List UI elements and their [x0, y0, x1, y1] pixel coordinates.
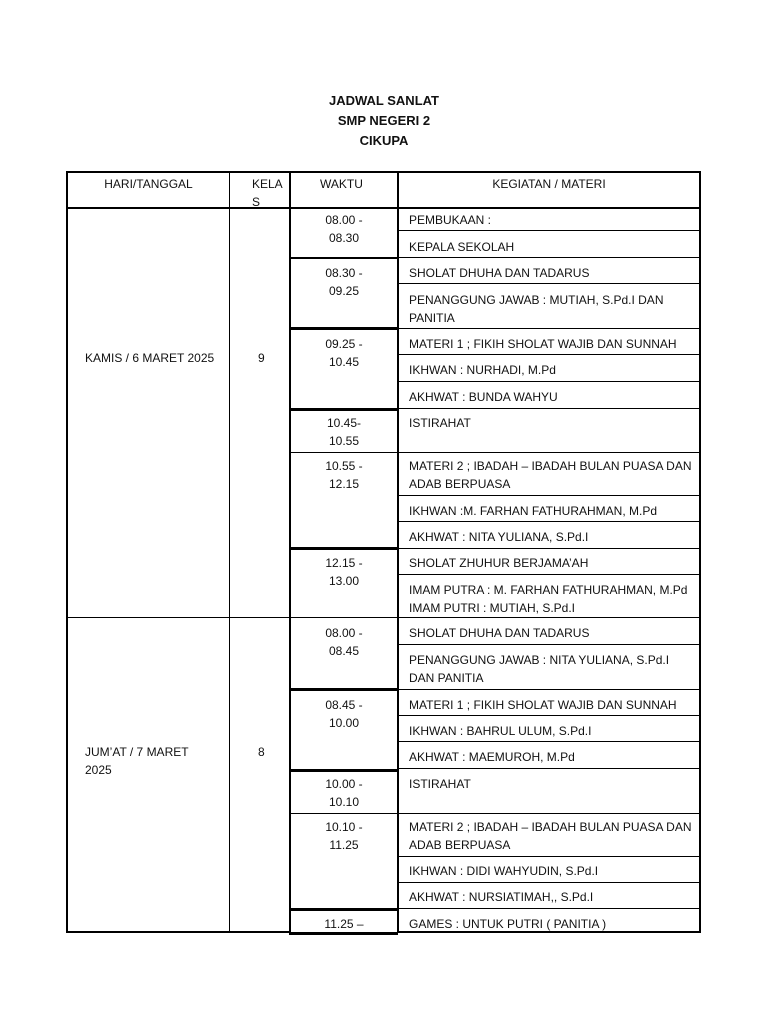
slot-sep [290, 452, 398, 453]
row-sep [397, 354, 701, 355]
activity-text: AKHWAT : NURSIATIMAH,, S.Pd.I [409, 890, 594, 904]
document-title-line1: JADWAL SANLAT [328, 93, 440, 108]
row-sep [397, 283, 701, 284]
slot-waktu: 10.55 - 12.15 [325, 459, 363, 491]
activity-text: IKHWAN : BAHRUL ULUM, S.Pd.I [409, 724, 592, 738]
col-divider-3 [397, 171, 399, 933]
row-sep [397, 230, 701, 231]
slot-sep [290, 408, 398, 411]
activity-text: AKHWAT : NITA YULIANA, S.Pd.I [409, 530, 589, 544]
activity-text: SHOLAT DHUHA DAN TADARUS [409, 266, 590, 280]
day-kelas: 9 [258, 351, 265, 365]
col-divider-1 [229, 171, 230, 931]
header-kegiatan: KEGIATAN / MATERI [492, 177, 606, 191]
slot-sep [290, 769, 398, 772]
activity-text: SHOLAT DHUHA DAN TADARUS [409, 626, 590, 640]
row-sep [397, 328, 701, 329]
activity-text: PENANGGUNG JAWAB : MUTIAH, S.Pd.I DAN PANITIA [409, 293, 664, 325]
activity-text: ISTIRAHAT [409, 416, 471, 430]
row-sep [397, 856, 701, 857]
table-border-right [699, 171, 701, 933]
row-sep [397, 521, 701, 522]
row-sep [397, 882, 701, 883]
slot-waktu: 08.00 - 08.30 [325, 213, 363, 245]
activity-text: ISTIRAHAT [409, 777, 471, 791]
header-divider [66, 207, 701, 209]
table-border-bottom [66, 931, 289, 933]
activity-text: IKHWAN :M. FARHAN FATHURAHMAN, M.Pd [409, 504, 658, 518]
slot-waktu: 08.30 - 09.25 [325, 266, 363, 298]
row-sep [397, 574, 701, 575]
activity-text: MATERI 2 ; IBADAH – IBADAH BULAN PUASA DAN ADAB BERPUASA [409, 820, 692, 852]
activity-text: PEMBUKAAN : [409, 213, 492, 227]
slot-sep [290, 547, 398, 550]
row-sep [397, 495, 701, 496]
row-sep [397, 813, 701, 814]
row-sep [397, 381, 701, 382]
row-sep [397, 908, 701, 909]
header-hari: HARI/TANGGAL [104, 177, 193, 191]
activity-text: IKHWAN : NURHADI, M.Pd [409, 363, 556, 377]
activity-text: AKHWAT : MAEMUROH, M.Pd [409, 750, 575, 764]
day-kelas: 8 [258, 745, 265, 759]
col-divider-2 [289, 171, 291, 935]
activity-text: KEPALA SEKOLAH [409, 240, 515, 254]
day-separator [66, 617, 701, 618]
row-sep [397, 452, 701, 453]
slot-sep [290, 688, 398, 691]
slot-sep [290, 813, 398, 814]
activity-text: GAMES : UNTUK PUTRI ( PANITIA ) [409, 917, 607, 931]
day-hari: KAMIS / 6 MARET 2025 [85, 351, 215, 365]
header-waktu: WAKTU [320, 177, 363, 191]
table-border-left [66, 171, 68, 933]
row-sep [397, 644, 701, 645]
activity-text: MATERI 2 ; IBADAH – IBADAH BULAN PUASA DAN ADAB BERPUASA [409, 459, 692, 491]
table-border-top [66, 171, 701, 173]
day-hari: JUM’AT / 7 MARET 2025 [85, 745, 189, 777]
activity-text: MATERI 1 ; FIKIH SHOLAT WAJIB DAN SUNNAH [409, 698, 677, 712]
row-sep [397, 715, 701, 716]
row-sep [397, 689, 701, 690]
slot-waktu: 11.25 – [324, 917, 364, 931]
slot-sep [290, 327, 398, 330]
row-sep [397, 257, 701, 258]
activity-text: SHOLAT ZHUHUR BERJAMA’AH [409, 556, 589, 570]
slot-waktu: 10.00 - 10.10 [325, 777, 363, 809]
activity-text: IMAM PUTRA : M. FARHAN FATHURAHMAN, M.Pd [409, 583, 688, 597]
slot-waktu: 09.25 - 10.45 [325, 337, 363, 369]
slot-sep [290, 908, 398, 911]
slot-waktu: 12.15 - 13.00 [325, 556, 363, 588]
row-sep [397, 768, 701, 769]
slot-sep [290, 257, 398, 259]
activity-text: IMAM PUTRI : MUTIAH, S.Pd.I [409, 601, 576, 615]
slot-waktu: 08.00 - 08.45 [325, 626, 363, 658]
slot-waktu: 10.10 - 11.25 [325, 820, 363, 852]
activity-text: MATERI 1 ; FIKIH SHOLAT WAJIB DAN SUNNAH [409, 337, 677, 351]
row-sep [397, 741, 701, 742]
header-kelas: KELA S [252, 177, 283, 209]
activity-text: AKHWAT : BUNDA WAHYU [409, 390, 558, 404]
slot-waktu: 10.45- 10.55 [326, 416, 362, 448]
activity-text: IKHWAN : DIDI WAHYUDIN, S.Pd.I [409, 864, 599, 878]
activity-text: PENANGGUNG JAWAB : NITA YULIANA, S.Pd.I DAN PANITIA [409, 653, 670, 685]
row-sep [397, 548, 701, 549]
document-title-line2: SMP NEGERI 2 [337, 113, 431, 128]
document-title-line3: CIKUPA [359, 133, 409, 148]
slot-waktu: 08.45 - 10.00 [325, 698, 363, 730]
row-sep [397, 408, 701, 409]
